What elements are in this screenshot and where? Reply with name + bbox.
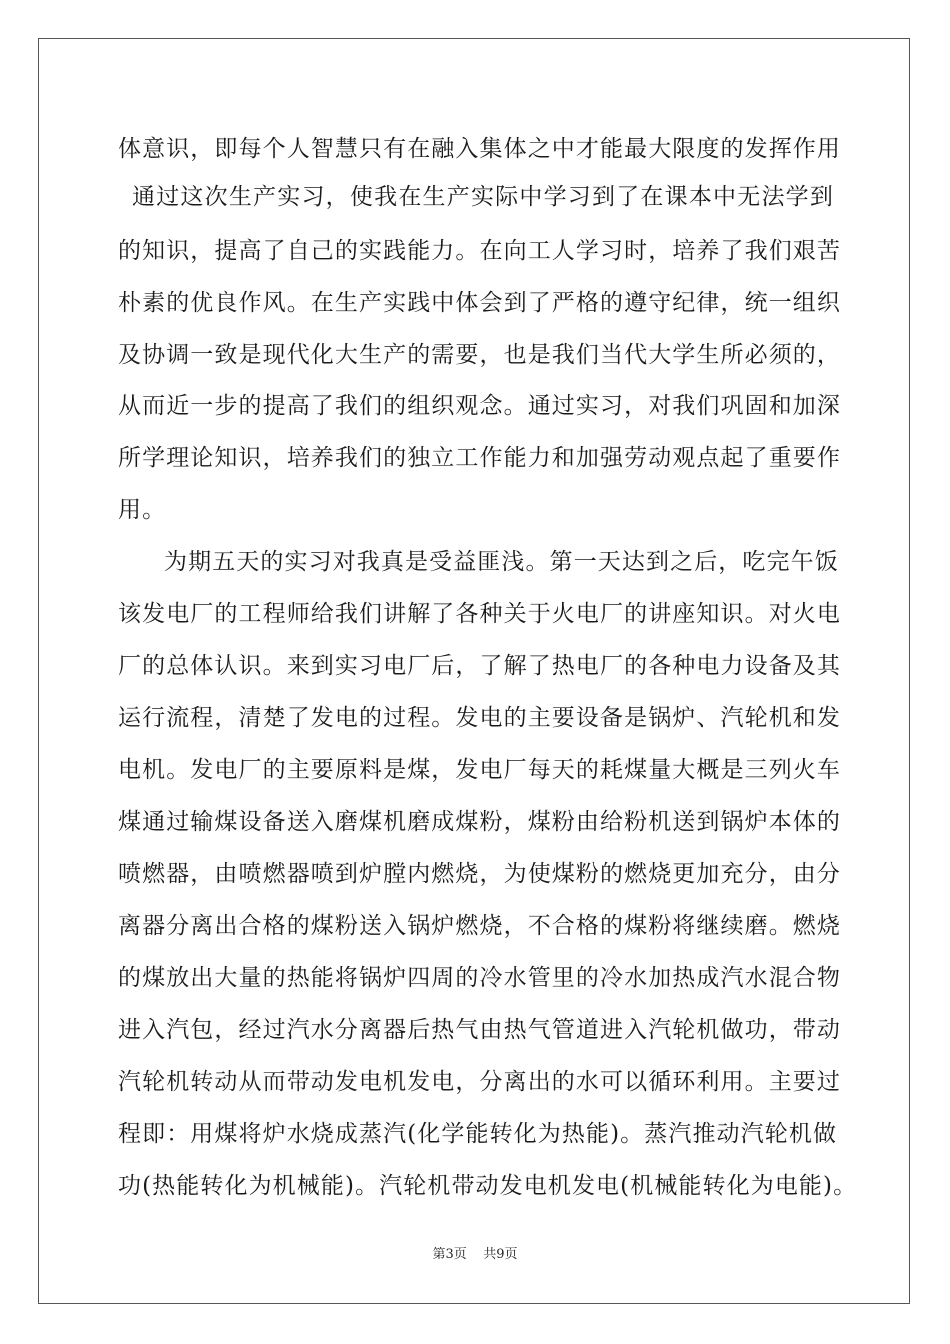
text-line: 从而近一步的提高了我们的组织观念。通过实习，对我们巩固和加深 xyxy=(118,393,841,419)
text-line: 离器分离出合格的煤粉送入锅炉燃烧，不合格的煤粉将继续磨。燃烧 xyxy=(118,913,841,939)
text-line: 电机。发电厂的主要原料是煤，发电厂每天的耗煤量大概是三列火车 xyxy=(118,757,841,783)
text-line: 用。 xyxy=(118,497,167,523)
paragraph-first-line: 为期五天的实习对我真是受益匪浅。第一天达到之后，吃完午饭 xyxy=(164,549,839,575)
page-footer xyxy=(0,1246,950,1264)
text-line: 的知识，提高了自己的实践能力。在向工人学习时，培养了我们艰苦 xyxy=(118,238,841,264)
page-number-total: 共9页 xyxy=(483,1247,518,1262)
text-line: 汽轮机转动从而带动发电机发电，分离出的水可以循环利用。主要过 xyxy=(118,1069,841,1095)
text-line: 煤通过输煤设备送入磨煤机磨成煤粉，煤粉由给粉机送到锅炉本体的 xyxy=(118,809,841,835)
text-line: 通过这次生产实习，使我在生产实际中学习到了在课本中无法学到 xyxy=(132,184,834,210)
text-line: 体意识，即每个人智慧只有在融入集体之中才能最大限度的发挥作用 xyxy=(118,136,841,162)
text-line: 所学理论知识，培养我们的独立工作能力和加强劳动观点起了重要作 xyxy=(118,445,841,471)
text-line: 程即：用煤将炉水烧成蒸汽(化学能转化为热能)。蒸汽推动汽轮机做 xyxy=(118,1121,838,1147)
text-line: 喷燃器，由喷燃器喷到炉膛内燃烧，为使煤粉的燃烧更加充分，由分 xyxy=(118,861,841,887)
text-line: 厂的总体认识。来到实习电厂后，了解了热电厂的各种电力设备及其 xyxy=(118,653,841,679)
text-line: 功(热能转化为机械能)。汽轮机带动发电机发电(机械能转化为电能)。 xyxy=(118,1173,858,1199)
page-number-current: 第3页 xyxy=(432,1247,467,1262)
text-line: 朴素的优良作风。在生产实践中体会到了严格的遵守纪律，统一组织 xyxy=(118,290,841,316)
footer-spacer xyxy=(467,1247,484,1262)
text-line: 及协调一致是现代化大生产的需要，也是我们当代大学生所必须的， xyxy=(118,342,841,368)
text-line: 进入汽包，经过汽水分离器后热气由热气管道进入汽轮机做功，带动 xyxy=(118,1017,841,1043)
text-line: 的煤放出大量的热能将锅炉四周的冷水管里的冷水加热成汽水混合物 xyxy=(118,965,841,991)
text-line: 该发电厂的工程师给我们讲解了各种关于火电厂的讲座知识。对火电 xyxy=(118,601,841,627)
text-line: 运行流程，清楚了发电的过程。发电的主要设备是锅炉、汽轮机和发 xyxy=(118,705,841,731)
